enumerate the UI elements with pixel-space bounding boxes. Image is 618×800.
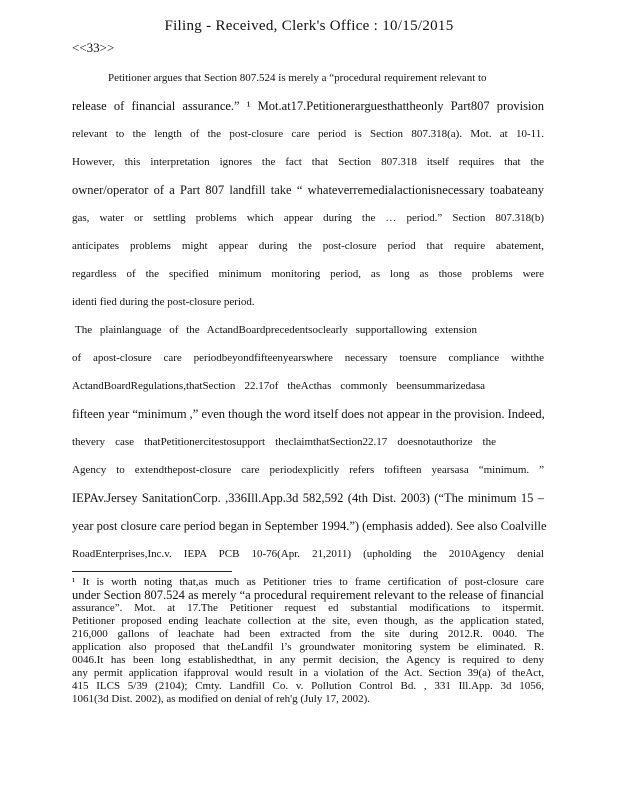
body-line: year post closure care period began in September 1994.”) (emphasis added). See also Coalville <box>72 519 547 533</box>
page-number: <<33>> <box>72 40 115 55</box>
footnote-line: 0046.It has been long establishedthat, in any permit decision, the Agency is required to deny <box>72 654 544 666</box>
body-line: IEPAv.Jersey SanitationCorp. ,336Ill.App.3d 582,592 (4th Dist. 2003) (“The minimum 15 – <box>72 491 544 505</box>
body-line: relevant to the length of the post-closure care period is Section 807.318(a). Mot. at 10-11. <box>72 128 544 140</box>
body-line: Petitioner argues that Section 807.524 is merely a “procedural requirement relevant to <box>108 72 487 84</box>
body-line: gas, water or settling problems which appear during the … period.” Section 807.318(b) <box>72 212 544 224</box>
body-line: ActandBoardRegulations,thatSection 22.17of theActhas commonly beensummarizedasa <box>72 380 485 392</box>
filing-header: Filing - Received, Clerk's Office : 10/15/2015 <box>164 18 454 34</box>
body-line: However, this interpretation ignores the fact that Section 807.318 itself requires that the <box>72 156 544 168</box>
footnote-divider <box>72 571 232 572</box>
footnote-line: ¹ It is worth noting that,as much as Petitioner tries to frame certification of post-closure care <box>72 576 544 588</box>
body-line: RoadEnterprises,Inc.v. IEPA PCB 10-76(Apr. 21,2011) (upholding the 2010Agency denial <box>72 548 544 560</box>
body-line: anticipates problems might appear during the post-closure period that require abatement, <box>72 240 544 252</box>
footnote-line: assurance”. Mot. at 17.The Petitioner request ed substantial modifications to itspermit. <box>72 602 544 614</box>
footnote-line: under Section 807.524 as merely “a procedural requirement relevant to the release of financial <box>72 588 544 602</box>
footnote-line: 415 ILCS 5/39 (2104); Cmty. Landfill Co. v. Pollution Control Bd. , 331 Ill.App. 3d 1056, <box>72 680 544 692</box>
body-line: Agency to extendthepost-closure care periodexplicitly refers tofifteen yearsasa “minimum. ” <box>72 464 544 476</box>
body-line: thevery case thatPetitionercitestosupport theclaimthatSection22.17 doesnotauthorize the <box>72 436 496 448</box>
body-line: of apost-closure care periodbeyondfifteenyearswhere necessary toensure compliance withthe <box>72 352 544 364</box>
body-line: regardless of the specified minimum monitoring period, as long as those problems were <box>72 268 544 280</box>
body-line: fifteen year “minimum ,” even though the word itself does not appear in the provision. Indeed, <box>72 407 545 421</box>
footnote-line: Petitioner proposed ending leachate collection at the site, even though, as the application stated, <box>72 615 544 627</box>
footnote-line: application also proposed that theLandfil l’s groundwater monitoring system be eliminated. R. <box>72 641 544 653</box>
footnote-line: 1061(3d Dist. 2002), as modified on denial of reh'g (July 17, 2002). <box>72 693 371 705</box>
footnote-line: any permit application ifapproval would result in a violation of the Act. Section 39(a) of theAct, <box>72 667 544 679</box>
body-line: identi fied during the post-closure period. <box>72 296 255 308</box>
body-line: The plainlanguage of the ActandBoardprecedentsoclearly supportallowing extension <box>75 324 477 336</box>
body-line: release of financial assurance.” ¹ Mot.at17.Petitionerarguesthattheonly Part807 provision <box>72 99 544 113</box>
body-line: owner/operator of a Part 807 landfill take “ whateverremedialactionisnecessary toabateany <box>72 183 544 197</box>
footnote-line: 216,000 gallons of leachate had been extracted from the site during 2012.R. 0040. The <box>72 628 544 640</box>
